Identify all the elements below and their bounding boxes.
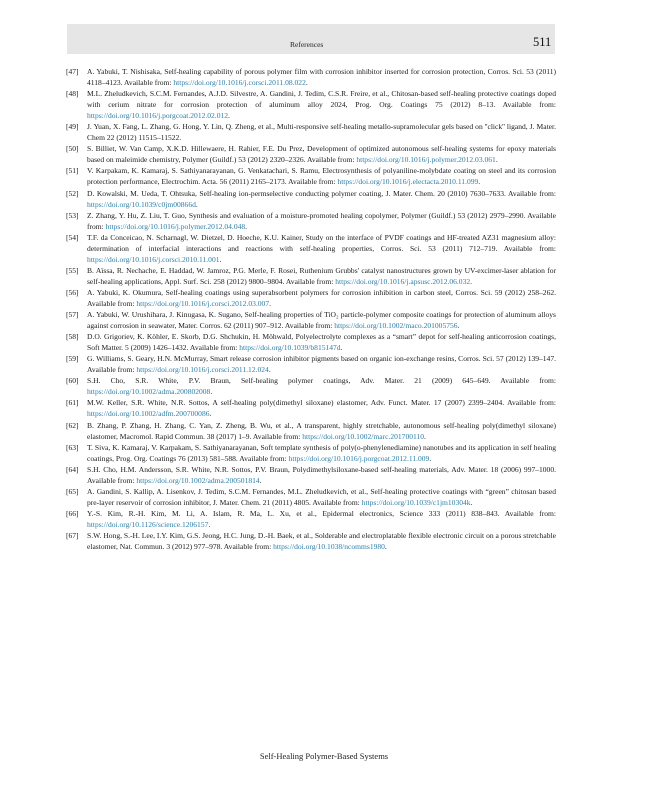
citation-text: Z. Zhang, Y. Hu, Z. Liu, T. Guo, Synthesis and evaluation of a moisture-promoted healing copolymer, Polymer (Guildf.) 53 (2012) 2979–2990. Available from: bbox=[87, 210, 556, 231]
citation-end: . bbox=[305, 78, 308, 88]
reference-entry bbox=[66, 442, 556, 464]
reference-text bbox=[87, 88, 556, 121]
citation-text: S.W. Hong, S.-H. Lee, I.Y. Kim, G.S. Jeong, H.C. Jung, D.-H. Baek, et al., Solderable and electroplatable flexible electronic circuit on a porous stretchable elastomer, Nat. Commun. 3 (2012) 977–978. Available from: bbox=[87, 530, 556, 552]
reference-text bbox=[87, 66, 556, 88]
reference-text bbox=[87, 188, 556, 210]
doi-link[interactable]: https://doi.org/10.1039/c1jm10304k bbox=[361, 497, 471, 507]
citation-text: B. Zhang, P. Zhang, H. Zhang, C. Yan, Z. Zheng, B. Wu, et al., A transparent, highly stretchable, autonomous self-healing poly(dimethyl siloxane) elastomer, Macromol. Rapid Commun. 38 (2017) 1–9. Available from: bbox=[87, 420, 556, 441]
doi-link[interactable]: https://doi.org/10.1039/b815147d bbox=[239, 343, 341, 353]
reference-entry bbox=[66, 397, 556, 419]
reference-list bbox=[66, 66, 556, 552]
doi-link[interactable]: https://doi.org/10.1039/c0jm00866d bbox=[87, 199, 196, 209]
citation-end: . bbox=[245, 221, 248, 231]
citation-end: . bbox=[424, 431, 426, 441]
reference-text bbox=[87, 486, 556, 508]
reference-entry bbox=[66, 121, 556, 143]
doi-link[interactable]: https://doi.org/10.1016/j.porgcoat.2012.02.012 bbox=[87, 111, 229, 121]
citation-end: . bbox=[228, 111, 230, 121]
citation-end: . bbox=[209, 409, 212, 419]
reference-number: [65] bbox=[66, 486, 79, 496]
reference-text bbox=[87, 232, 556, 265]
reference-number: [58] bbox=[66, 332, 79, 342]
doi-link[interactable]: https://doi.org/10.1126/science.1206157 bbox=[87, 519, 209, 529]
reference-number: [63] bbox=[66, 442, 79, 452]
doi-link[interactable]: https://doi.org/10.1002/adma.200802008 bbox=[87, 387, 211, 397]
reference-text bbox=[87, 165, 556, 187]
reference-number: [55] bbox=[66, 265, 79, 275]
reference-number: [52] bbox=[66, 188, 79, 198]
reference-entry bbox=[66, 375, 556, 397]
reference-entry bbox=[66, 486, 556, 508]
doi-link[interactable]: https://doi.org/10.1016/j.corsci.2010.11.001 bbox=[87, 254, 220, 264]
reference-number: [64] bbox=[66, 464, 79, 474]
reference-number: [51] bbox=[66, 166, 79, 176]
citation-end: . bbox=[478, 177, 481, 187]
doi-link[interactable]: https://doi.org/10.1038/ncomms1980 bbox=[273, 542, 385, 552]
doi-link[interactable]: https://doi.org/10.1016/j.porgcoat.2012.11.009 bbox=[288, 453, 430, 463]
citation-end: . bbox=[384, 542, 387, 552]
reference-text bbox=[87, 265, 556, 287]
reference-number: [50] bbox=[66, 144, 79, 154]
reference-text bbox=[87, 331, 556, 353]
reference-text bbox=[87, 121, 556, 143]
reference-text bbox=[87, 442, 556, 464]
doi-link[interactable]: https://doi.org/10.1002/adfm.200700086 bbox=[87, 409, 210, 419]
reference-text bbox=[87, 397, 556, 419]
citation-text: T.F. da Conceicao, N. Scharnagl, W. Dietzel, D. Hoeche, K.U. Kainer, Study on the interface of PVDF coatings and HF-treated AZ31 magnesium alloy: determination of interfacial interactions and reactions with self-healing properties, Corros. Sci. 53 (2011) 712–719. Available from: bbox=[87, 232, 556, 253]
citation-text: D. Kowalski, M. Ueda, T. Ohtsuka, Self-healing ion-permselective conducting polymer coating, J. Mater. Chem. 20 (2010) 7630–7633. Available from: bbox=[87, 188, 556, 198]
running-title: References bbox=[290, 40, 324, 49]
doi-link[interactable]: https://doi.org/10.1016/j.polymer.2012.03.061 bbox=[356, 155, 496, 165]
citation-end: . bbox=[495, 155, 498, 165]
citation-text: D.O. Grigoriev, K. Köhler, E. Skorb, D.G. Shchukin, H. Möhwald, Polyelectrolyte complexes as a “smart” depot for self-healing anticorrosion coatings, Soft Matter. 5 (2009) 1426–1432. Available from: bbox=[87, 332, 556, 353]
reference-number: [59] bbox=[66, 354, 79, 364]
reference-entry bbox=[66, 143, 556, 165]
citation-end: . bbox=[195, 199, 198, 209]
reference-number: [48] bbox=[66, 89, 79, 99]
reference-text bbox=[87, 353, 556, 375]
reference-entry bbox=[66, 232, 556, 265]
citation-end: . bbox=[208, 519, 211, 529]
citation-text: A. Gandini, S. Kallip, A. Lisenkov, J. Tedim, S.C.M. Fernandes, M.L. Zheludkevich, et al., Self-healing protective coatings with “green” chitosan based pre-layer reservoir of corrosion inhibitor, J. Mater. Chem. 21 (2011) 4805. Available from: bbox=[87, 486, 556, 507]
reference-entry bbox=[66, 66, 556, 88]
citation-text: M.L. Zheludkevich, S.C.M. Fernandes, A.J.D. Silvestre, A. Gandini, J. Tedim, C.S.R. Freire, et al., Chitosan-based self-healing protective coatings doped with cerium nitrate for corrosion protection of aluminum alloy 2024, Prog. Org. Coatings 75 (2012) 8–13. Available from: bbox=[87, 89, 556, 110]
reference-entry bbox=[66, 210, 556, 232]
citation-text: S. Billiet, W. Van Camp, X.K.D. Hillewaere, H. Rahier, F.E. Du Prez, Development of optimized autonomous self-healing systems for epoxy materials based on maleimide chemistry, Polymer (Guildf.) 53 (2012) 2320–2326. Available from: bbox=[87, 144, 556, 165]
reference-number: [57] bbox=[66, 310, 79, 320]
doi-link[interactable]: https://doi.org/10.1002/maco.201005756 bbox=[334, 321, 458, 331]
citation-text: G. Williams, S. Geary, H.N. McMurray, Smart release corrosion inhibitor pigments based on organic ion-exchange resins, Corros. Sci. 57 (2012) 139–147. Available from: bbox=[87, 354, 556, 375]
doi-link[interactable]: https://doi.org/10.1016/j.electacta.2010.11.099 bbox=[337, 177, 479, 187]
doi-link[interactable]: https://doi.org/10.1016/j.polymer.2012.04.048 bbox=[105, 221, 246, 231]
reference-text bbox=[87, 508, 556, 530]
reference-text bbox=[87, 530, 556, 552]
reference-text bbox=[87, 143, 556, 165]
citation-end: . bbox=[457, 321, 460, 331]
reference-text bbox=[87, 375, 556, 397]
page-number: 511 bbox=[533, 35, 552, 49]
reference-text bbox=[87, 420, 556, 442]
reference-number: [66] bbox=[66, 508, 79, 518]
citation-text: S.H. Cho, S.R. White, P.V. Braun, Self-healing polymer coatings, Adv. Mater. 21 (2009) 645–649. Available from: bbox=[87, 376, 556, 386]
citation-text: S.H. Cho, H.M. Andersson, S.R. White, N.R. Sottos, P.V. Braun, Polydimethylsiloxane-based self-healing materials, Adv. Mater. 18 (2006) 997–1000. Available from: bbox=[87, 464, 556, 485]
citation-end: . bbox=[340, 343, 343, 353]
citation-text: A. Yabuki, K. Okumura, Self-healing coatings using superabsorbent polymers for corrosion inhibition in carbon steel, Corros. Sci. 59 (2012) 258–262. Available from: bbox=[87, 287, 556, 308]
citation-end: . bbox=[269, 298, 271, 308]
citation-end: . bbox=[210, 387, 213, 397]
doi-link[interactable]: https://doi.org/10.1016/j.corsci.2011.08.022 bbox=[173, 78, 306, 88]
citation-end: . bbox=[219, 254, 222, 264]
doi-link[interactable]: https://doi.org/10.1002/adma.200501814 bbox=[136, 475, 260, 485]
reference-text bbox=[87, 210, 556, 232]
reference-entry bbox=[66, 265, 556, 287]
citation-text: T. Siva, K. Kamaraj, V. Karpakam, S. Sathiyanarayanan, Soft template synthesis of poly(o-phenylenediamine) nanotubes and its application in self healing coatings, Prog. Org. Coatings 76 (2013) 581–588. Available from: bbox=[87, 442, 556, 463]
citation-text: A. Yabuki, T. Nishisaka, Self-healing capability of porous polymer film with corrosion inhibitor inserted for corrosion protection, Corros. Sci. 53 (2011) 4118–4123. Available from: bbox=[87, 67, 556, 88]
citation-end: . bbox=[470, 497, 473, 507]
reference-number: [56] bbox=[66, 287, 79, 297]
citation-text: Y.-S. Kim, R.-H. Kim, M. Li, A. Islam, R. Ma, L. Xu, et al., Epidermal electronics, Science 333 (2011) 838–843. Available from: bbox=[87, 508, 556, 518]
reference-entry bbox=[66, 88, 556, 121]
reference-number: [62] bbox=[66, 420, 79, 430]
reference-number: [49] bbox=[66, 122, 79, 132]
reference-entry bbox=[66, 287, 556, 309]
citation-end: . bbox=[259, 475, 262, 485]
reference-entry bbox=[66, 508, 556, 530]
doi-link[interactable]: https://doi.org/10.1016/j.apsusc.2012.06.032 bbox=[335, 276, 471, 286]
reference-entry bbox=[66, 530, 556, 552]
citation-text: B. Aïssa, R. Nechache, E. Haddad, W. Jamroz, P.G. Merle, F. Rosei, Ruthenium Grubbs' catalyst nanostructures grown by UV-excimer-laser ablation for self-healing applications, Appl. Surf. Sci. 258 (2012) 9800–9804. Available from: bbox=[87, 265, 556, 286]
book-title-footer: Self-Healing Polymer-Based Systems bbox=[259, 751, 389, 761]
reference-entry bbox=[66, 464, 556, 486]
doi-link[interactable]: https://doi.org/10.1002/marc.201700110 bbox=[302, 431, 425, 441]
reference-text bbox=[87, 309, 556, 331]
reference-number: [53] bbox=[66, 210, 79, 220]
reference-entry bbox=[66, 353, 556, 375]
doi-link[interactable]: https://doi.org/10.1016/j.corsci.2012.03.007 bbox=[136, 298, 270, 308]
citation-end: . bbox=[268, 365, 271, 375]
reference-entry bbox=[66, 309, 556, 331]
reference-number: [61] bbox=[66, 398, 79, 408]
reference-number: [54] bbox=[66, 232, 79, 242]
running-header-bar bbox=[67, 24, 555, 54]
citation-text: J. Yuan, X. Fang, L. Zhang, G. Hong, Y. Lin, Q. Zheng, et al., Multi-responsive self-healing metallo-supramolecular gels based on ''click'' ligand, J. Mater. Chem 22 (2012) 11515–11522. bbox=[87, 122, 556, 143]
citation-end: . bbox=[470, 276, 473, 286]
citation-text: V. Karpakam, K. Kamaraj, S. Sathiyanarayanan, G. Venkatachari, S. Ramu, Electrosynthesis of polyaniline-molybdate coating on steel and its corrosion protection performance, Electrochim. Acta. 56 (2011) 2165–2173. Available from: bbox=[87, 166, 556, 187]
citation-text: M.W. Keller, S.R. White, N.R. Sottos, A self-healing poly(dimethyl siloxane) elastomer, Adv. Funct. Mater. 17 (2007) 2399–2404. Available from: bbox=[87, 398, 556, 408]
reference-entry bbox=[66, 420, 556, 442]
reference-text bbox=[87, 287, 556, 309]
reference-entry bbox=[66, 331, 556, 353]
reference-entry bbox=[66, 188, 556, 210]
reference-number: [60] bbox=[66, 376, 79, 386]
doi-link[interactable]: https://doi.org/10.1016/j.corsci.2011.12.024 bbox=[136, 365, 269, 375]
citation-end: . bbox=[429, 453, 432, 463]
reference-number: [47] bbox=[66, 67, 79, 76]
reference-text bbox=[87, 464, 556, 486]
reference-number: [67] bbox=[66, 530, 79, 540]
reference-entry bbox=[66, 165, 556, 187]
citation-text: A. Yabuki, W. Urushihara, J. Kinugasa, K. Sugano, Self-healing properties of TiO₂ particle-polymer composite coatings for protection of aluminum alloys against corrosion in seawater, Mater. Corros. 62 (2011) 907–912. Available from: bbox=[87, 310, 556, 331]
